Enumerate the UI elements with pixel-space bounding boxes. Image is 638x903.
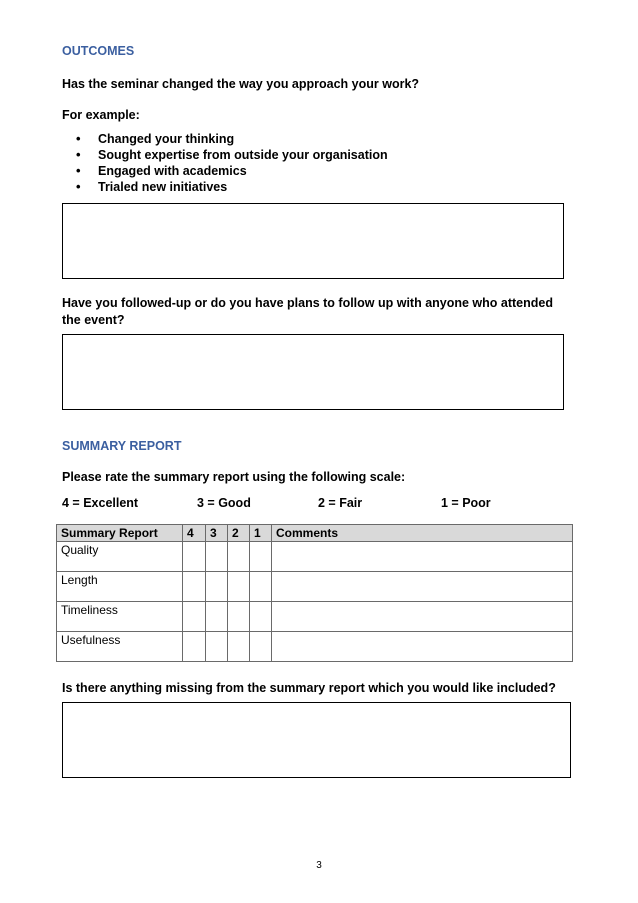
rating-cell-3[interactable]	[206, 542, 228, 572]
seminar-question: Has the seminar changed the way you approach your work?	[62, 77, 420, 91]
list-item: • Sought expertise from outside your organisation	[76, 147, 388, 163]
rating-cell-4[interactable]	[183, 632, 206, 662]
header-1: 1	[250, 525, 272, 542]
rating-table	[56, 524, 573, 662]
table-row	[57, 632, 573, 662]
rating-cell-2[interactable]	[228, 632, 250, 662]
scale-poor: 1 = Poor	[441, 496, 491, 510]
followup-answer-box[interactable]	[62, 334, 564, 410]
table-row	[57, 572, 573, 602]
outcomes-heading: OUTCOMES	[62, 44, 135, 58]
rating-cell-4[interactable]	[183, 542, 206, 572]
row-label: Length	[57, 572, 183, 602]
rating-instruction: Please rate the summary report using the following scale:	[62, 470, 406, 484]
table-header-row	[57, 525, 573, 542]
rating-cell-2[interactable]	[228, 602, 250, 632]
scale-excellent: 4 = Excellent	[62, 496, 139, 510]
rating-cell-1[interactable]	[250, 542, 272, 572]
rating-cell-3[interactable]	[206, 632, 228, 662]
header-2: 2	[228, 525, 250, 542]
rating-cell-2[interactable]	[228, 542, 250, 572]
comments-cell[interactable]	[272, 602, 573, 632]
table-row	[57, 602, 573, 632]
row-label: Timeliness	[57, 602, 183, 632]
rating-cell-1[interactable]	[250, 602, 272, 632]
header-4: 4	[183, 525, 206, 542]
comments-cell[interactable]	[272, 572, 573, 602]
missing-question: Is there anything missing from the summary report which you would like included?	[62, 681, 556, 695]
rating-scale	[0, 496, 638, 514]
page-number: 3	[316, 860, 322, 871]
header-comments: Comments	[272, 525, 573, 542]
rating-cell-1[interactable]	[250, 572, 272, 602]
rating-cell-3[interactable]	[206, 572, 228, 602]
rating-cell-4[interactable]	[183, 602, 206, 632]
rating-cell-3[interactable]	[206, 602, 228, 632]
header-summary-report: Summary Report	[57, 525, 183, 542]
example-label: For example:	[62, 108, 140, 122]
comments-cell[interactable]	[272, 632, 573, 662]
table-row	[57, 542, 573, 572]
approach-answer-box[interactable]	[62, 203, 564, 279]
examples-list	[76, 131, 388, 195]
rating-cell-1[interactable]	[250, 632, 272, 662]
missing-answer-box[interactable]	[62, 702, 571, 778]
rating-cell-4[interactable]	[183, 572, 206, 602]
scale-fair: 2 = Fair	[318, 496, 363, 510]
list-item: • Changed your thinking	[76, 131, 388, 147]
rating-cell-2[interactable]	[228, 572, 250, 602]
header-3: 3	[206, 525, 228, 542]
summary-heading: SUMMARY REPORT	[62, 439, 182, 453]
row-label: Usefulness	[57, 632, 183, 662]
comments-cell[interactable]	[272, 542, 573, 572]
row-label: Quality	[57, 542, 183, 572]
scale-good: 3 = Good	[197, 496, 251, 510]
list-item: • Trialed new initiatives	[76, 179, 388, 195]
list-item: • Engaged with academics	[76, 163, 388, 179]
followup-question: Have you followed-up or do you have plans to follow up with anyone who attended the event?	[62, 296, 553, 327]
